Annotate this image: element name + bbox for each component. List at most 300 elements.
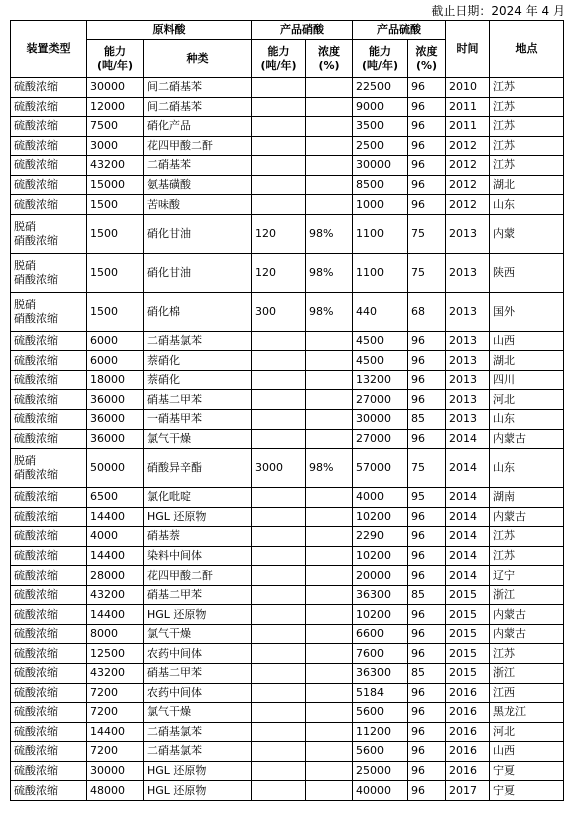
nitric-concentration-cell [306, 527, 353, 547]
nitric-capacity-cell: 120 [252, 214, 306, 253]
device-type-line: 硫酸浓缩 [14, 412, 58, 426]
device-type-cell [11, 136, 87, 156]
sulfuric-capacity-cell: 1000 [353, 195, 408, 215]
sulfuric-capacity-cell: 6600 [353, 624, 408, 644]
raw-capacity-cell: 15000 [87, 175, 144, 195]
raw-capacity-cell: 18000 [87, 370, 144, 390]
location-cell: 湖北 [490, 351, 564, 371]
device-type-line: 脱硝 [14, 297, 36, 311]
raw-capacity-cell: 7200 [87, 683, 144, 703]
device-type-line: 硝酸浓缩 [14, 272, 58, 286]
header-nitric-capacity [252, 40, 306, 78]
raw-kind-cell: 硝化甘油 [144, 214, 252, 253]
header-nitric-concentration [306, 40, 353, 78]
sulfuric-capacity-cell: 10200 [353, 507, 408, 527]
year-cell: 2014 [446, 527, 490, 547]
header-nitric-concentration-text [306, 45, 352, 73]
raw-capacity-cell: 1500 [87, 214, 144, 253]
location-cell: 江苏 [490, 78, 564, 98]
device-type-line: 硫酸浓缩 [14, 666, 58, 680]
device-type-cell [11, 781, 87, 801]
table-row [11, 390, 564, 410]
sulfuric-concentration-cell: 96 [408, 722, 446, 742]
sulfuric-concentration-cell: 96 [408, 781, 446, 801]
sulfuric-capacity-cell: 4500 [353, 351, 408, 371]
raw-capacity-cell: 4000 [87, 527, 144, 547]
device-type-cell [11, 605, 87, 625]
header-sulfuric-capacity-text [353, 45, 407, 73]
nitric-capacity-cell [252, 703, 306, 723]
nitric-capacity-cell [252, 507, 306, 527]
location-cell: 江苏 [490, 136, 564, 156]
table-row [11, 644, 564, 664]
raw-capacity-cell: 30000 [87, 78, 144, 98]
device-type-line: 硫酸浓缩 [14, 529, 58, 543]
table-row [11, 624, 564, 644]
nitric-concentration-cell: 98% [306, 449, 353, 488]
sulfuric-capacity-cell: 27000 [353, 390, 408, 410]
nitric-concentration-cell [306, 683, 353, 703]
location-cell: 山东 [490, 449, 564, 488]
sulfuric-concentration-cell: 96 [408, 605, 446, 625]
raw-capacity-cell: 30000 [87, 761, 144, 781]
device-type-cell [11, 117, 87, 137]
nitric-concentration-cell [306, 429, 353, 449]
year-cell: 2011 [446, 97, 490, 117]
sulfuric-capacity-cell: 4500 [353, 331, 408, 351]
sulfuric-capacity-cell: 1100 [353, 253, 408, 292]
raw-capacity-cell: 48000 [87, 781, 144, 801]
device-type-cell [11, 742, 87, 762]
device-type-line: 硫酸浓缩 [14, 490, 58, 504]
header-raw-acid: 原料酸 [87, 21, 252, 40]
nitric-capacity-cell: 300 [252, 292, 306, 331]
table-row [11, 117, 564, 137]
nitric-concentration-cell [306, 624, 353, 644]
table-row [11, 585, 564, 605]
device-type-cell [11, 195, 87, 215]
raw-capacity-cell: 14400 [87, 546, 144, 566]
device-type-cell [11, 253, 87, 292]
nitric-capacity-cell [252, 781, 306, 801]
header-line: (%) [318, 58, 340, 72]
table-row [11, 742, 564, 762]
nitric-concentration-cell [306, 703, 353, 723]
table-row [11, 331, 564, 351]
device-type-line: 硫酸浓缩 [14, 685, 58, 699]
nitric-concentration-cell [306, 78, 353, 98]
device-type-line: 硫酸浓缩 [14, 119, 58, 133]
year-cell: 2014 [446, 566, 490, 586]
header-location: 地点 [490, 21, 564, 78]
raw-kind-cell: 氯化吡啶 [144, 488, 252, 508]
nitric-capacity-cell [252, 644, 306, 664]
year-cell: 2012 [446, 175, 490, 195]
year-cell: 2015 [446, 585, 490, 605]
year-cell: 2011 [446, 117, 490, 137]
raw-capacity-cell: 6000 [87, 331, 144, 351]
sulfuric-concentration-cell: 75 [408, 253, 446, 292]
raw-capacity-cell: 14400 [87, 722, 144, 742]
location-cell: 山西 [490, 742, 564, 762]
header-raw-kind: 种类 [144, 40, 252, 78]
sulfuric-concentration-cell: 96 [408, 78, 446, 98]
sulfuric-capacity-cell: 2290 [353, 527, 408, 547]
header-time: 时间 [446, 21, 490, 78]
raw-kind-cell: 二硝基氯苯 [144, 331, 252, 351]
device-type-line: 硫酸浓缩 [14, 705, 58, 719]
nitric-concentration-cell [306, 488, 353, 508]
year-cell: 2013 [446, 410, 490, 430]
sulfuric-capacity-cell: 5600 [353, 742, 408, 762]
device-type-line: 硫酸浓缩 [14, 197, 58, 211]
raw-kind-cell: 硝化棉 [144, 292, 252, 331]
raw-kind-cell: 一硝基甲苯 [144, 410, 252, 430]
raw-kind-cell: HGL 还原物 [144, 507, 252, 527]
sulfuric-concentration-cell: 95 [408, 488, 446, 508]
year-cell: 2015 [446, 624, 490, 644]
header-line: (吨/年) [260, 58, 297, 72]
device-type-line: 硫酸浓缩 [14, 764, 58, 778]
nitric-capacity-cell [252, 527, 306, 547]
raw-kind-cell: 萘硝化 [144, 370, 252, 390]
device-type-cell [11, 351, 87, 371]
nitric-capacity-cell [252, 605, 306, 625]
raw-capacity-cell: 12000 [87, 97, 144, 117]
nitric-concentration-cell [306, 566, 353, 586]
header-line: 浓度 [318, 44, 340, 58]
year-cell: 2014 [446, 429, 490, 449]
sulfuric-concentration-cell: 85 [408, 410, 446, 430]
raw-capacity-cell: 3000 [87, 136, 144, 156]
location-cell: 江苏 [490, 97, 564, 117]
sulfuric-concentration-cell: 96 [408, 390, 446, 410]
table-row [11, 136, 564, 156]
device-type-cell [11, 488, 87, 508]
nitric-capacity-cell [252, 370, 306, 390]
sulfuric-capacity-cell: 1100 [353, 214, 408, 253]
device-type-cell [11, 449, 87, 488]
raw-kind-cell: 二硝基氯苯 [144, 742, 252, 762]
year-cell: 2016 [446, 683, 490, 703]
location-cell: 国外 [490, 292, 564, 331]
raw-kind-cell: 硝化产品 [144, 117, 252, 137]
nitric-capacity-cell [252, 664, 306, 684]
location-cell: 宁夏 [490, 761, 564, 781]
nitric-concentration-cell [306, 742, 353, 762]
sulfuric-capacity-cell: 40000 [353, 781, 408, 801]
raw-kind-cell: 苦味酸 [144, 195, 252, 215]
table-row [11, 410, 564, 430]
nitric-capacity-cell [252, 488, 306, 508]
device-type-cell [11, 156, 87, 176]
sulfuric-capacity-cell: 5600 [353, 703, 408, 723]
nitric-capacity-cell [252, 624, 306, 644]
raw-kind-cell: 硝化甘油 [144, 253, 252, 292]
table-row [11, 566, 564, 586]
raw-kind-cell: HGL 还原物 [144, 781, 252, 801]
sulfuric-capacity-cell: 3500 [353, 117, 408, 137]
location-cell: 山东 [490, 195, 564, 215]
device-type-line: 硫酸浓缩 [14, 783, 58, 797]
device-type-cell [11, 566, 87, 586]
nitric-capacity-cell: 120 [252, 253, 306, 292]
year-cell: 2016 [446, 722, 490, 742]
table-row [11, 429, 564, 449]
raw-kind-cell: HGL 还原物 [144, 761, 252, 781]
nitric-capacity-cell [252, 195, 306, 215]
nitric-concentration-cell [306, 546, 353, 566]
sulfuric-capacity-cell: 2500 [353, 136, 408, 156]
header-line: (吨/年) [361, 58, 399, 72]
device-type-cell [11, 78, 87, 98]
header-line: 能力 [267, 44, 290, 58]
device-type-line: 硫酸浓缩 [14, 509, 58, 523]
raw-kind-cell: 硝基二甲苯 [144, 390, 252, 410]
raw-kind-cell: 二硝基苯 [144, 156, 252, 176]
nitric-capacity-cell [252, 78, 306, 98]
device-type-cell [11, 410, 87, 430]
raw-kind-cell: 花四甲酸二酐 [144, 136, 252, 156]
sulfuric-concentration-cell: 96 [408, 175, 446, 195]
device-type-line: 硝酸浓缩 [14, 468, 58, 482]
nitric-concentration-cell [306, 136, 353, 156]
raw-capacity-cell: 43200 [87, 664, 144, 684]
nitric-concentration-cell [306, 351, 353, 371]
sulfuric-capacity-cell: 30000 [353, 410, 408, 430]
location-cell: 河北 [490, 722, 564, 742]
nitric-concentration-cell [306, 585, 353, 605]
location-cell: 四川 [490, 370, 564, 390]
table-row [11, 175, 564, 195]
sulfuric-concentration-cell: 96 [408, 703, 446, 723]
table-row [11, 664, 564, 684]
year-cell: 2017 [446, 781, 490, 801]
nitric-capacity-cell [252, 683, 306, 703]
table-row [11, 488, 564, 508]
device-type-cell [11, 292, 87, 331]
device-type-line: 硫酸浓缩 [14, 431, 58, 445]
raw-capacity-cell: 1500 [87, 195, 144, 215]
raw-kind-cell: 氯气干燥 [144, 429, 252, 449]
nitric-concentration-cell: 98% [306, 253, 353, 292]
header-product-nitric: 产品硝酸 [252, 21, 353, 40]
device-type-line: 硫酸浓缩 [14, 158, 58, 172]
sulfuric-concentration-cell: 96 [408, 546, 446, 566]
sulfuric-concentration-cell: 96 [408, 527, 446, 547]
year-cell: 2013 [446, 214, 490, 253]
raw-capacity-cell: 36000 [87, 390, 144, 410]
table-row [11, 683, 564, 703]
year-cell: 2012 [446, 136, 490, 156]
device-type-cell [11, 624, 87, 644]
year-cell: 2013 [446, 331, 490, 351]
device-type-cell [11, 507, 87, 527]
year-cell: 2013 [446, 370, 490, 390]
table-body [11, 78, 564, 801]
raw-capacity-cell: 6500 [87, 488, 144, 508]
header-device-type: 装置类型 [11, 21, 87, 78]
sulfuric-concentration-cell: 96 [408, 156, 446, 176]
nitric-capacity-cell [252, 97, 306, 117]
nitric-concentration-cell [306, 722, 353, 742]
header-raw-capacity [87, 40, 144, 78]
raw-kind-cell: 间二硝基苯 [144, 97, 252, 117]
year-cell: 2012 [446, 156, 490, 176]
sulfuric-concentration-cell: 96 [408, 683, 446, 703]
nitric-capacity-cell [252, 429, 306, 449]
device-type-line: 硫酸浓缩 [14, 178, 58, 191]
year-cell: 2010 [446, 78, 490, 98]
sulfuric-concentration-cell: 75 [408, 449, 446, 488]
device-type-cell [11, 761, 87, 781]
sulfuric-concentration-cell: 85 [408, 585, 446, 605]
device-type-line: 硫酸浓缩 [14, 568, 58, 582]
sulfuric-concentration-cell: 96 [408, 644, 446, 664]
nitric-concentration-cell [306, 331, 353, 351]
year-cell: 2014 [446, 507, 490, 527]
location-cell: 河北 [490, 390, 564, 410]
sulfuric-concentration-cell: 96 [408, 351, 446, 371]
header-sulfuric-capacity [353, 40, 408, 78]
nitric-concentration-cell [306, 156, 353, 176]
header-line: (吨/年) [96, 58, 134, 72]
sulfuric-concentration-cell: 68 [408, 292, 446, 331]
device-type-line: 硫酸浓缩 [14, 99, 58, 113]
nitric-capacity-cell [252, 390, 306, 410]
nitric-capacity-cell: 3000 [252, 449, 306, 488]
device-type-cell [11, 546, 87, 566]
nitric-capacity-cell [252, 351, 306, 371]
location-cell: 山东 [490, 410, 564, 430]
year-cell: 2013 [446, 351, 490, 371]
nitric-capacity-cell [252, 566, 306, 586]
table-row [11, 78, 564, 98]
nitric-capacity-cell [252, 742, 306, 762]
raw-capacity-cell: 1500 [87, 253, 144, 292]
nitric-concentration-cell [306, 117, 353, 137]
location-cell: 湖南 [490, 488, 564, 508]
table-row [11, 370, 564, 390]
sulfuric-capacity-cell: 10200 [353, 546, 408, 566]
table-row [11, 605, 564, 625]
year-cell: 2015 [446, 644, 490, 664]
device-type-line: 硫酸浓缩 [14, 353, 58, 367]
device-type-cell [11, 722, 87, 742]
device-type-line: 硫酸浓缩 [14, 549, 58, 563]
plant-table [10, 20, 564, 801]
raw-capacity-cell: 1500 [87, 292, 144, 331]
location-cell: 山西 [490, 331, 564, 351]
device-type-line: 硫酸浓缩 [14, 744, 58, 758]
nitric-concentration-cell [306, 605, 353, 625]
sulfuric-concentration-cell: 96 [408, 97, 446, 117]
header-sulfuric-concentration [408, 40, 446, 78]
nitric-concentration-cell: 98% [306, 292, 353, 331]
raw-capacity-cell: 28000 [87, 566, 144, 586]
table-row [11, 156, 564, 176]
raw-kind-cell: 染料中间体 [144, 546, 252, 566]
location-cell: 内蒙古 [490, 507, 564, 527]
raw-capacity-cell: 50000 [87, 449, 144, 488]
nitric-capacity-cell [252, 761, 306, 781]
year-cell: 2012 [446, 195, 490, 215]
location-cell: 江苏 [490, 527, 564, 547]
table-row [11, 703, 564, 723]
table-row [11, 546, 564, 566]
raw-capacity-cell: 12500 [87, 644, 144, 664]
nitric-concentration-cell [306, 195, 353, 215]
raw-kind-cell: HGL 还原物 [144, 605, 252, 625]
table-header [11, 21, 564, 78]
device-type-cell [11, 703, 87, 723]
device-type-cell [11, 370, 87, 390]
sulfuric-capacity-cell: 36300 [353, 585, 408, 605]
year-cell: 2015 [446, 605, 490, 625]
table-row [11, 781, 564, 801]
location-cell: 江苏 [490, 156, 564, 176]
year-cell: 2013 [446, 253, 490, 292]
header-product-sulfuric: 产品硫酸 [353, 21, 446, 40]
sulfuric-concentration-cell: 85 [408, 664, 446, 684]
location-cell: 湖北 [490, 175, 564, 195]
device-type-cell [11, 429, 87, 449]
sulfuric-capacity-cell: 7600 [353, 644, 408, 664]
raw-capacity-cell: 14400 [87, 507, 144, 527]
nitric-capacity-cell [252, 410, 306, 430]
table-row [11, 97, 564, 117]
nitric-concentration-cell [306, 644, 353, 664]
raw-kind-cell: 硝基萘 [144, 527, 252, 547]
sulfuric-concentration-cell: 75 [408, 214, 446, 253]
sulfuric-capacity-cell: 27000 [353, 429, 408, 449]
device-type-cell [11, 214, 87, 253]
year-cell: 2013 [446, 292, 490, 331]
device-type-cell [11, 175, 87, 195]
table-row [11, 292, 564, 331]
location-cell: 黑龙江 [490, 703, 564, 723]
raw-kind-cell: 农药中间体 [144, 683, 252, 703]
sulfuric-concentration-cell: 96 [408, 742, 446, 762]
location-cell: 内蒙古 [490, 624, 564, 644]
sulfuric-capacity-cell: 30000 [353, 156, 408, 176]
device-type-cell [11, 683, 87, 703]
device-type-cell [11, 390, 87, 410]
device-type-line: 硫酸浓缩 [14, 138, 58, 152]
table-row [11, 351, 564, 371]
device-type-line: 硫酸浓缩 [14, 373, 58, 387]
raw-kind-cell: 硝基二甲苯 [144, 585, 252, 605]
nitric-concentration-cell [306, 761, 353, 781]
sulfuric-concentration-cell: 96 [408, 429, 446, 449]
nitric-concentration-cell [306, 507, 353, 527]
sulfuric-concentration-cell: 96 [408, 761, 446, 781]
raw-capacity-cell: 7500 [87, 117, 144, 137]
header-line: 能力 [104, 44, 126, 58]
nitric-concentration-cell [306, 390, 353, 410]
device-type-cell [11, 585, 87, 605]
device-type-line: 脱硝 [14, 258, 36, 272]
device-type-line: 硫酸浓缩 [14, 334, 58, 348]
sulfuric-capacity-cell: 5184 [353, 683, 408, 703]
header-raw-capacity-text [87, 45, 143, 73]
table-row [11, 214, 564, 253]
location-cell: 江苏 [490, 546, 564, 566]
device-type-cell [11, 527, 87, 547]
raw-capacity-cell: 36000 [87, 429, 144, 449]
device-type-cell [11, 97, 87, 117]
device-type-cell [11, 644, 87, 664]
